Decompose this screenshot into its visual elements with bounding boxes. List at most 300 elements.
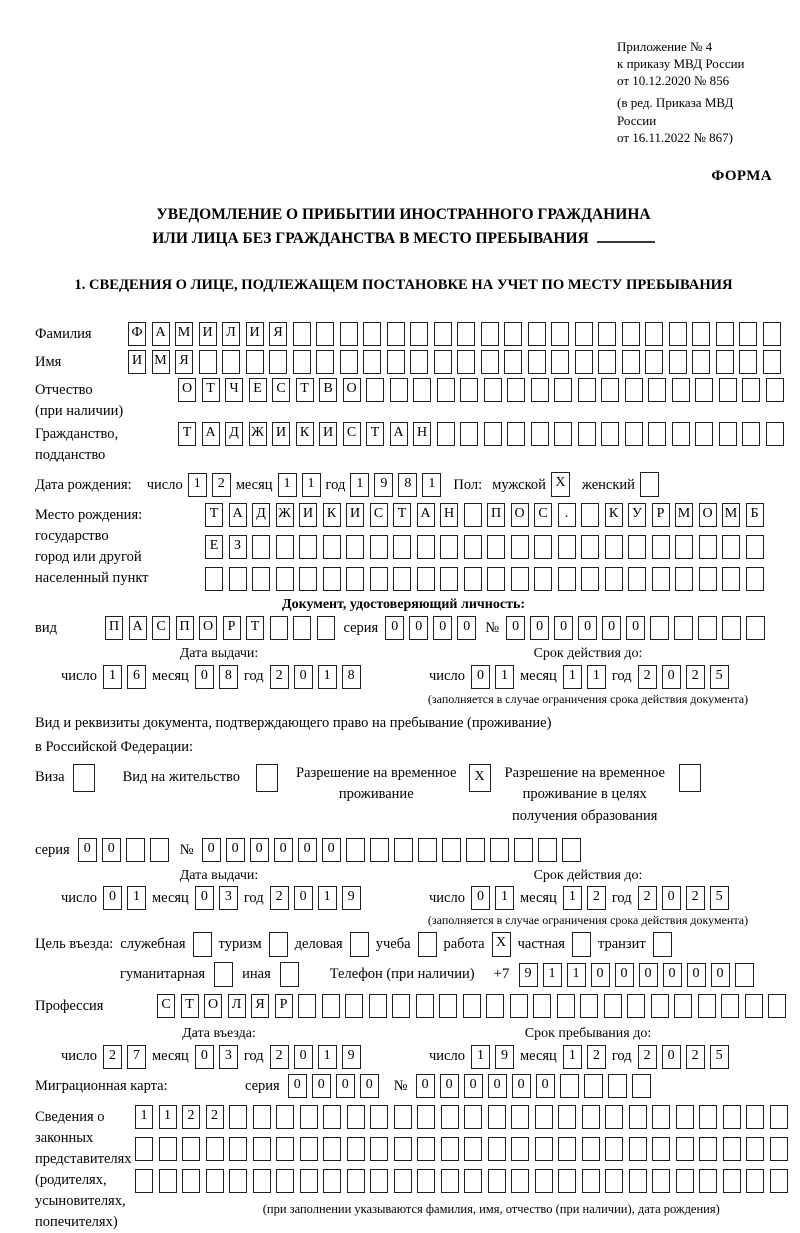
char-cell[interactable]	[645, 350, 663, 374]
char-cell[interactable]: 0	[226, 838, 245, 862]
char-cell[interactable]	[269, 932, 288, 957]
char-cell[interactable]: 0	[662, 886, 681, 910]
char-cell[interactable]	[293, 350, 311, 374]
char-cell[interactable]	[557, 994, 575, 1018]
char-cell[interactable]	[558, 1105, 576, 1129]
char-cell[interactable]	[535, 1105, 553, 1129]
char-cell[interactable]	[390, 378, 408, 402]
char-cell[interactable]	[394, 1169, 412, 1193]
char-cell[interactable]: 5	[710, 1045, 729, 1069]
char-cell[interactable]	[698, 616, 717, 640]
char-cell[interactable]: 0	[440, 1074, 459, 1098]
char-cell[interactable]: 0	[615, 963, 634, 987]
char-cell[interactable]	[413, 378, 431, 402]
char-cell[interactable]	[323, 567, 341, 591]
char-cell[interactable]: 2	[270, 886, 289, 910]
char-cell[interactable]	[346, 567, 364, 591]
char-cell[interactable]	[441, 1137, 459, 1161]
char-cell[interactable]	[605, 1169, 623, 1193]
char-cell[interactable]	[350, 932, 369, 957]
char-cell[interactable]	[323, 1169, 341, 1193]
char-cell[interactable]: О	[199, 616, 217, 640]
char-cell[interactable]	[417, 1137, 435, 1161]
char-cell[interactable]	[214, 962, 233, 987]
char-cell[interactable]	[625, 422, 643, 446]
char-cell[interactable]	[605, 535, 623, 559]
char-cell[interactable]: 0	[312, 1074, 331, 1098]
char-cell[interactable]	[538, 838, 557, 862]
char-cell[interactable]: С	[152, 616, 170, 640]
char-cell[interactable]: 2	[182, 1105, 200, 1129]
char-cell[interactable]	[598, 350, 616, 374]
char-cell[interactable]	[676, 1169, 694, 1193]
char-cell[interactable]: 9	[519, 963, 538, 987]
char-cell[interactable]	[392, 994, 410, 1018]
char-cell[interactable]	[533, 994, 551, 1018]
char-cell[interactable]: 0	[536, 1074, 555, 1098]
char-cell[interactable]	[487, 535, 505, 559]
char-cell[interactable]: 1	[127, 886, 146, 910]
char-cell[interactable]	[484, 378, 502, 402]
char-cell[interactable]	[695, 422, 713, 446]
char-cell[interactable]: С	[534, 503, 552, 527]
char-cell[interactable]: С	[370, 503, 388, 527]
char-cell[interactable]	[699, 1169, 717, 1193]
char-cell[interactable]	[627, 994, 645, 1018]
char-cell[interactable]: О	[699, 503, 717, 527]
char-cell[interactable]: 1	[278, 473, 297, 497]
char-cell[interactable]	[317, 616, 335, 640]
char-cell[interactable]	[722, 535, 740, 559]
char-cell[interactable]: X	[469, 764, 491, 792]
char-cell[interactable]: О	[204, 994, 222, 1018]
char-cell[interactable]	[605, 1105, 623, 1129]
char-cell[interactable]: 1	[495, 886, 514, 910]
char-cell[interactable]: 2	[270, 665, 289, 689]
char-cell[interactable]	[581, 535, 599, 559]
char-cell[interactable]	[394, 838, 413, 862]
char-cell[interactable]	[653, 932, 672, 957]
char-cell[interactable]	[628, 535, 646, 559]
char-cell[interactable]	[440, 567, 458, 591]
char-cell[interactable]	[394, 1105, 412, 1129]
char-cell[interactable]: М	[152, 350, 170, 374]
char-cell[interactable]: Р	[652, 503, 670, 527]
char-cell[interactable]: 0	[294, 886, 313, 910]
char-cell[interactable]	[766, 422, 784, 446]
char-cell[interactable]	[370, 1169, 388, 1193]
char-cell[interactable]	[457, 322, 475, 346]
char-cell[interactable]	[605, 567, 623, 591]
char-cell[interactable]: 0	[471, 665, 490, 689]
char-cell[interactable]	[73, 764, 95, 792]
char-cell[interactable]: 0	[554, 616, 573, 640]
char-cell[interactable]	[270, 616, 288, 640]
char-cell[interactable]	[246, 350, 264, 374]
char-cell[interactable]	[735, 963, 754, 987]
char-cell[interactable]: Д	[225, 422, 243, 446]
char-cell[interactable]: 1	[159, 1105, 177, 1129]
char-cell[interactable]: Т	[205, 503, 223, 527]
char-cell[interactable]: П	[105, 616, 123, 640]
char-cell[interactable]	[439, 994, 457, 1018]
char-cell[interactable]: 1	[422, 473, 441, 497]
char-cell[interactable]	[676, 1137, 694, 1161]
char-cell[interactable]: 9	[342, 1045, 361, 1069]
char-cell[interactable]: И	[346, 503, 364, 527]
char-cell[interactable]	[298, 994, 316, 1018]
char-cell[interactable]: 0	[591, 963, 610, 987]
char-cell[interactable]: 0	[195, 665, 214, 689]
char-cell[interactable]: 0	[457, 616, 476, 640]
char-cell[interactable]: 0	[578, 616, 597, 640]
char-cell[interactable]: И	[246, 322, 264, 346]
char-cell[interactable]: 2	[638, 665, 657, 689]
char-cell[interactable]	[205, 567, 223, 591]
char-cell[interactable]	[229, 1137, 247, 1161]
char-cell[interactable]	[460, 422, 478, 446]
char-cell[interactable]	[581, 503, 599, 527]
char-cell[interactable]: Н	[413, 422, 431, 446]
char-cell[interactable]	[746, 1105, 764, 1129]
char-cell[interactable]	[363, 350, 381, 374]
char-cell[interactable]	[323, 535, 341, 559]
char-cell[interactable]	[463, 994, 481, 1018]
char-cell[interactable]: 0	[416, 1074, 435, 1098]
char-cell[interactable]	[692, 350, 710, 374]
char-cell[interactable]	[457, 350, 475, 374]
char-cell[interactable]	[628, 567, 646, 591]
char-cell[interactable]	[625, 378, 643, 402]
char-cell[interactable]: .	[558, 503, 576, 527]
char-cell[interactable]	[276, 535, 294, 559]
char-cell[interactable]	[510, 994, 528, 1018]
char-cell[interactable]	[739, 350, 757, 374]
char-cell[interactable]	[464, 1169, 482, 1193]
char-cell[interactable]: 0	[602, 616, 621, 640]
char-cell[interactable]: X	[551, 472, 570, 497]
char-cell[interactable]	[293, 616, 311, 640]
char-cell[interactable]: 1	[471, 1045, 490, 1069]
char-cell[interactable]	[584, 1074, 603, 1098]
char-cell[interactable]: 2	[103, 1045, 122, 1069]
char-cell[interactable]: Т	[178, 422, 196, 446]
char-cell[interactable]	[460, 378, 478, 402]
char-cell[interactable]: 0	[626, 616, 645, 640]
char-cell[interactable]	[206, 1169, 224, 1193]
char-cell[interactable]	[300, 1169, 318, 1193]
char-cell[interactable]: 0	[298, 838, 317, 862]
char-cell[interactable]	[193, 932, 212, 957]
char-cell[interactable]	[698, 994, 716, 1018]
char-cell[interactable]: 1	[135, 1105, 153, 1129]
char-cell[interactable]: К	[296, 422, 314, 446]
char-cell[interactable]	[504, 350, 522, 374]
char-cell[interactable]: 8	[342, 665, 361, 689]
char-cell[interactable]	[648, 378, 666, 402]
char-cell[interactable]	[766, 378, 784, 402]
char-cell[interactable]: С	[343, 422, 361, 446]
char-cell[interactable]: М	[722, 503, 740, 527]
char-cell[interactable]	[578, 422, 596, 446]
char-cell[interactable]	[300, 1137, 318, 1161]
char-cell[interactable]	[763, 322, 781, 346]
char-cell[interactable]	[551, 322, 569, 346]
char-cell[interactable]: Я	[251, 994, 269, 1018]
char-cell[interactable]	[410, 322, 428, 346]
char-cell[interactable]	[558, 1169, 576, 1193]
char-cell[interactable]: Т	[246, 616, 264, 640]
char-cell[interactable]: 1	[495, 665, 514, 689]
char-cell[interactable]	[366, 378, 384, 402]
char-cell[interactable]	[466, 838, 485, 862]
char-cell[interactable]: 0	[488, 1074, 507, 1098]
char-cell[interactable]: 2	[206, 1105, 224, 1129]
char-cell[interactable]: Т	[366, 422, 384, 446]
char-cell[interactable]	[437, 378, 455, 402]
char-cell[interactable]	[394, 1137, 412, 1161]
char-cell[interactable]: 1	[103, 665, 122, 689]
char-cell[interactable]	[206, 1137, 224, 1161]
char-cell[interactable]	[511, 1105, 529, 1129]
char-cell[interactable]	[605, 1137, 623, 1161]
char-cell[interactable]: Р	[275, 994, 293, 1018]
char-cell[interactable]	[253, 1169, 271, 1193]
char-cell[interactable]: 3	[219, 886, 238, 910]
char-cell[interactable]: 0	[385, 616, 404, 640]
char-cell[interactable]	[572, 932, 591, 957]
char-cell[interactable]	[437, 422, 455, 446]
char-cell[interactable]	[674, 994, 692, 1018]
char-cell[interactable]	[417, 567, 435, 591]
char-cell[interactable]: 1	[318, 1045, 337, 1069]
char-cell[interactable]: 9	[495, 1045, 514, 1069]
char-cell[interactable]	[280, 962, 299, 987]
char-cell[interactable]	[387, 322, 405, 346]
char-cell[interactable]	[582, 1169, 600, 1193]
char-cell[interactable]: Е	[205, 535, 223, 559]
char-cell[interactable]: 2	[686, 665, 705, 689]
char-cell[interactable]	[511, 567, 529, 591]
char-cell[interactable]: 6	[127, 665, 146, 689]
char-cell[interactable]: К	[323, 503, 341, 527]
char-cell[interactable]: Т	[296, 378, 314, 402]
char-cell[interactable]	[293, 322, 311, 346]
char-cell[interactable]: 0	[662, 1045, 681, 1069]
char-cell[interactable]	[370, 838, 389, 862]
char-cell[interactable]	[770, 1105, 788, 1129]
char-cell[interactable]	[464, 535, 482, 559]
char-cell[interactable]	[652, 1137, 670, 1161]
char-cell[interactable]: С	[272, 378, 290, 402]
char-cell[interactable]	[363, 322, 381, 346]
char-cell[interactable]	[323, 1137, 341, 1161]
char-cell[interactable]	[514, 838, 533, 862]
char-cell[interactable]	[159, 1169, 177, 1193]
char-cell[interactable]	[387, 350, 405, 374]
char-cell[interactable]	[675, 535, 693, 559]
char-cell[interactable]: 0	[195, 886, 214, 910]
char-cell[interactable]	[464, 503, 482, 527]
char-cell[interactable]	[222, 350, 240, 374]
char-cell[interactable]	[511, 1137, 529, 1161]
char-cell[interactable]: 0	[512, 1074, 531, 1098]
char-cell[interactable]: 1	[318, 886, 337, 910]
char-cell[interactable]: М	[675, 503, 693, 527]
char-cell[interactable]	[442, 838, 461, 862]
char-cell[interactable]: 0	[250, 838, 269, 862]
char-cell[interactable]: 1	[563, 665, 582, 689]
char-cell[interactable]	[434, 322, 452, 346]
char-cell[interactable]	[770, 1137, 788, 1161]
char-cell[interactable]: Т	[393, 503, 411, 527]
char-cell[interactable]: 2	[270, 1045, 289, 1069]
char-cell[interactable]: 0	[78, 838, 97, 862]
char-cell[interactable]: 0	[530, 616, 549, 640]
char-cell[interactable]	[648, 422, 666, 446]
char-cell[interactable]	[252, 567, 270, 591]
char-cell[interactable]: 2	[587, 886, 606, 910]
char-cell[interactable]: 7	[127, 1045, 146, 1069]
char-cell[interactable]: 0	[687, 963, 706, 987]
char-cell[interactable]	[581, 567, 599, 591]
char-cell[interactable]: О	[511, 503, 529, 527]
char-cell[interactable]	[746, 567, 764, 591]
char-cell[interactable]	[488, 1105, 506, 1129]
char-cell[interactable]: 0	[360, 1074, 379, 1098]
char-cell[interactable]	[229, 1169, 247, 1193]
char-cell[interactable]	[528, 322, 546, 346]
char-cell[interactable]	[578, 378, 596, 402]
char-cell[interactable]	[417, 535, 435, 559]
char-cell[interactable]	[676, 1105, 694, 1129]
char-cell[interactable]	[534, 567, 552, 591]
char-cell[interactable]	[393, 567, 411, 591]
char-cell[interactable]	[488, 1137, 506, 1161]
char-cell[interactable]	[699, 567, 717, 591]
char-cell[interactable]: 0	[662, 665, 681, 689]
char-cell[interactable]: О	[343, 378, 361, 402]
char-cell[interactable]: К	[605, 503, 623, 527]
char-cell[interactable]: 0	[195, 1045, 214, 1069]
char-cell[interactable]: 0	[464, 1074, 483, 1098]
char-cell[interactable]	[770, 1169, 788, 1193]
char-cell[interactable]: Н	[440, 503, 458, 527]
char-cell[interactable]: Я	[175, 350, 193, 374]
char-cell[interactable]: Р	[223, 616, 241, 640]
char-cell[interactable]	[346, 535, 364, 559]
char-cell[interactable]	[560, 1074, 579, 1098]
char-cell[interactable]	[651, 994, 669, 1018]
char-cell[interactable]	[582, 1105, 600, 1129]
char-cell[interactable]: Ч	[225, 378, 243, 402]
char-cell[interactable]: Л	[222, 322, 240, 346]
char-cell[interactable]: Ж	[276, 503, 294, 527]
char-cell[interactable]: 1	[563, 1045, 582, 1069]
char-cell[interactable]: А	[202, 422, 220, 446]
char-cell[interactable]: Т	[202, 378, 220, 402]
char-cell[interactable]: А	[229, 503, 247, 527]
char-cell[interactable]	[723, 1105, 741, 1129]
char-cell[interactable]	[486, 994, 504, 1018]
char-cell[interactable]: 9	[342, 886, 361, 910]
char-cell[interactable]	[598, 322, 616, 346]
char-cell[interactable]	[672, 378, 690, 402]
char-cell[interactable]	[534, 535, 552, 559]
char-cell[interactable]	[345, 994, 363, 1018]
char-cell[interactable]	[370, 567, 388, 591]
char-cell[interactable]	[528, 350, 546, 374]
char-cell[interactable]: 3	[219, 1045, 238, 1069]
char-cell[interactable]	[481, 322, 499, 346]
char-cell[interactable]	[719, 378, 737, 402]
char-cell[interactable]: И	[299, 503, 317, 527]
char-cell[interactable]: М	[175, 322, 193, 346]
char-cell[interactable]: 0	[288, 1074, 307, 1098]
char-cell[interactable]: Я	[269, 322, 287, 346]
char-cell[interactable]	[316, 350, 334, 374]
char-cell[interactable]: 0	[294, 665, 313, 689]
char-cell[interactable]	[126, 838, 145, 862]
char-cell[interactable]	[135, 1137, 153, 1161]
char-cell[interactable]: 9	[374, 473, 393, 497]
char-cell[interactable]	[511, 535, 529, 559]
char-cell[interactable]	[418, 932, 437, 957]
char-cell[interactable]: 1	[543, 963, 562, 987]
char-cell[interactable]	[768, 994, 786, 1018]
char-cell[interactable]	[511, 1169, 529, 1193]
char-cell[interactable]: 1	[302, 473, 321, 497]
char-cell[interactable]	[622, 350, 640, 374]
char-cell[interactable]	[652, 1105, 670, 1129]
char-cell[interactable]	[340, 322, 358, 346]
char-cell[interactable]	[604, 994, 622, 1018]
char-cell[interactable]	[672, 422, 690, 446]
char-cell[interactable]: 0	[336, 1074, 355, 1098]
char-cell[interactable]	[721, 994, 739, 1018]
char-cell[interactable]: 2	[212, 473, 231, 497]
char-cell[interactable]: 0	[409, 616, 428, 640]
char-cell[interactable]: И	[272, 422, 290, 446]
char-cell[interactable]	[410, 350, 428, 374]
char-cell[interactable]	[601, 378, 619, 402]
char-cell[interactable]	[369, 994, 387, 1018]
char-cell[interactable]	[652, 567, 670, 591]
char-cell[interactable]: 0	[102, 838, 121, 862]
char-cell[interactable]	[535, 1169, 553, 1193]
char-cell[interactable]	[252, 535, 270, 559]
char-cell[interactable]	[716, 350, 734, 374]
char-cell[interactable]	[675, 567, 693, 591]
char-cell[interactable]	[640, 472, 659, 497]
char-cell[interactable]	[742, 378, 760, 402]
char-cell[interactable]	[299, 567, 317, 591]
char-cell[interactable]	[347, 1137, 365, 1161]
char-cell[interactable]	[716, 322, 734, 346]
char-cell[interactable]	[722, 616, 741, 640]
char-cell[interactable]: 2	[638, 1045, 657, 1069]
char-cell[interactable]	[554, 378, 572, 402]
char-cell[interactable]	[629, 1169, 647, 1193]
char-cell[interactable]	[622, 322, 640, 346]
char-cell[interactable]: 5	[710, 665, 729, 689]
char-cell[interactable]: 2	[686, 886, 705, 910]
char-cell[interactable]	[507, 378, 525, 402]
char-cell[interactable]: 0	[274, 838, 293, 862]
char-cell[interactable]	[323, 1105, 341, 1129]
char-cell[interactable]: 0	[711, 963, 730, 987]
char-cell[interactable]: Д	[252, 503, 270, 527]
